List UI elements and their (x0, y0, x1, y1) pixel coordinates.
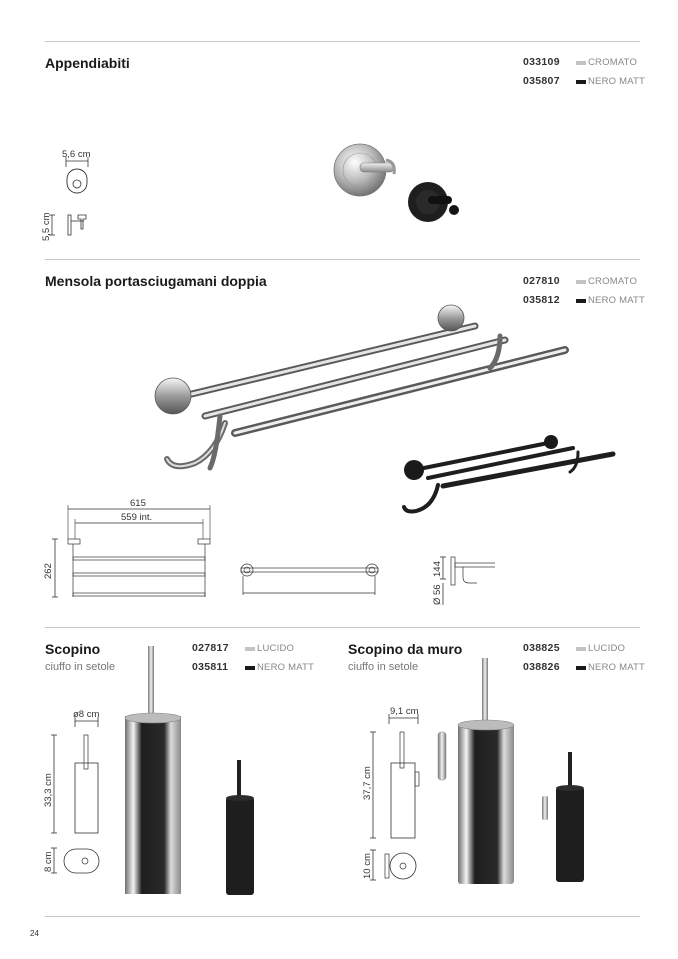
chrome-wall-brush-image (438, 658, 514, 884)
scopino-height-label: 33,3 cm (43, 773, 54, 807)
appendiabiti-width-label: 5,6 cm (62, 149, 91, 160)
scopino-base-label: 8 cm (43, 851, 54, 872)
hook-products-image (330, 138, 470, 233)
scopino-muro-subtitle: ciuffo in setole (348, 661, 419, 673)
mensola-depth-label: 144 (432, 561, 443, 577)
appendiabiti-title: Appendiabiti (45, 55, 130, 71)
mensola-diameter-label: Ø 56 (432, 584, 443, 605)
divider-1 (45, 259, 640, 260)
scopino-finish-chrome: LUCIDO (257, 643, 295, 654)
mensola-finish-black: NERO MATT (588, 295, 646, 306)
black-swatch (576, 80, 586, 84)
mensola-height-label: 262 (43, 563, 54, 579)
chrome-brush-holder-image (125, 646, 181, 894)
scopino-diameter-label: ø8 cm (73, 709, 100, 720)
mensola-title: Mensola portasciugamani doppia (45, 273, 267, 289)
appendiabiti-depth-label: 5,5 cm (41, 212, 52, 241)
chrome-swatch (576, 61, 586, 65)
scopino-muro-height-label: 37,7 cm (362, 766, 373, 800)
scopino-finish-black: NERO MATT (257, 662, 315, 673)
bottom-divider (45, 916, 640, 917)
chrome-swatch (576, 280, 586, 284)
appendiabiti-finish-chrome: CROMATO (588, 57, 638, 68)
scopino-muro-width-label: 9,1 cm (390, 706, 419, 717)
scopino-muro-code-black: 038826 (523, 661, 560, 673)
appendiabiti-finish-black: NERO MATT (588, 76, 646, 87)
scopino-muro-code-chrome: 038825 (523, 642, 560, 654)
chrome-swatch (576, 647, 586, 651)
scopino-code-black: 035811 (192, 661, 229, 673)
scopino-subtitle: ciuffo in setole (45, 661, 116, 673)
appendiabiti-code-chrome: 033109 (523, 56, 560, 68)
scopino-muro-finish-black: NERO MATT (588, 662, 646, 673)
scopino-code-chrome: 027817 (192, 642, 229, 654)
page-number: 24 (30, 929, 39, 938)
chrome-hook-image (334, 144, 394, 196)
scopino-products-image (115, 642, 265, 897)
divider-2 (45, 627, 640, 628)
black-wall-brush-image (542, 752, 584, 882)
appendiabiti-code-black: 035807 (523, 75, 560, 87)
mensola-total-width-label: 615 (130, 498, 146, 509)
mensola-finish-chrome: CROMATO (588, 276, 638, 287)
top-divider (45, 41, 640, 42)
scopino-muro-title: Scopino da muro (348, 641, 463, 657)
mensola-code-black: 035812 (523, 294, 560, 306)
mensola-dimension-drawing (35, 495, 495, 615)
scopino-muro-products-image (430, 652, 600, 892)
black-brush-holder-image (226, 760, 254, 895)
scopino-muro-finish-chrome: LUCIDO (588, 643, 626, 654)
mensola-code-chrome: 027810 (523, 275, 560, 287)
appendiabiti-dimension-drawing (40, 145, 110, 245)
scopino-dimension-drawing (40, 705, 120, 885)
scopino-title: Scopino (45, 641, 101, 657)
black-hook-image (408, 182, 459, 222)
mensola-internal-width-label: 559 int. (121, 512, 153, 523)
scopino-muro-depth-label: 10 cm (362, 853, 373, 879)
